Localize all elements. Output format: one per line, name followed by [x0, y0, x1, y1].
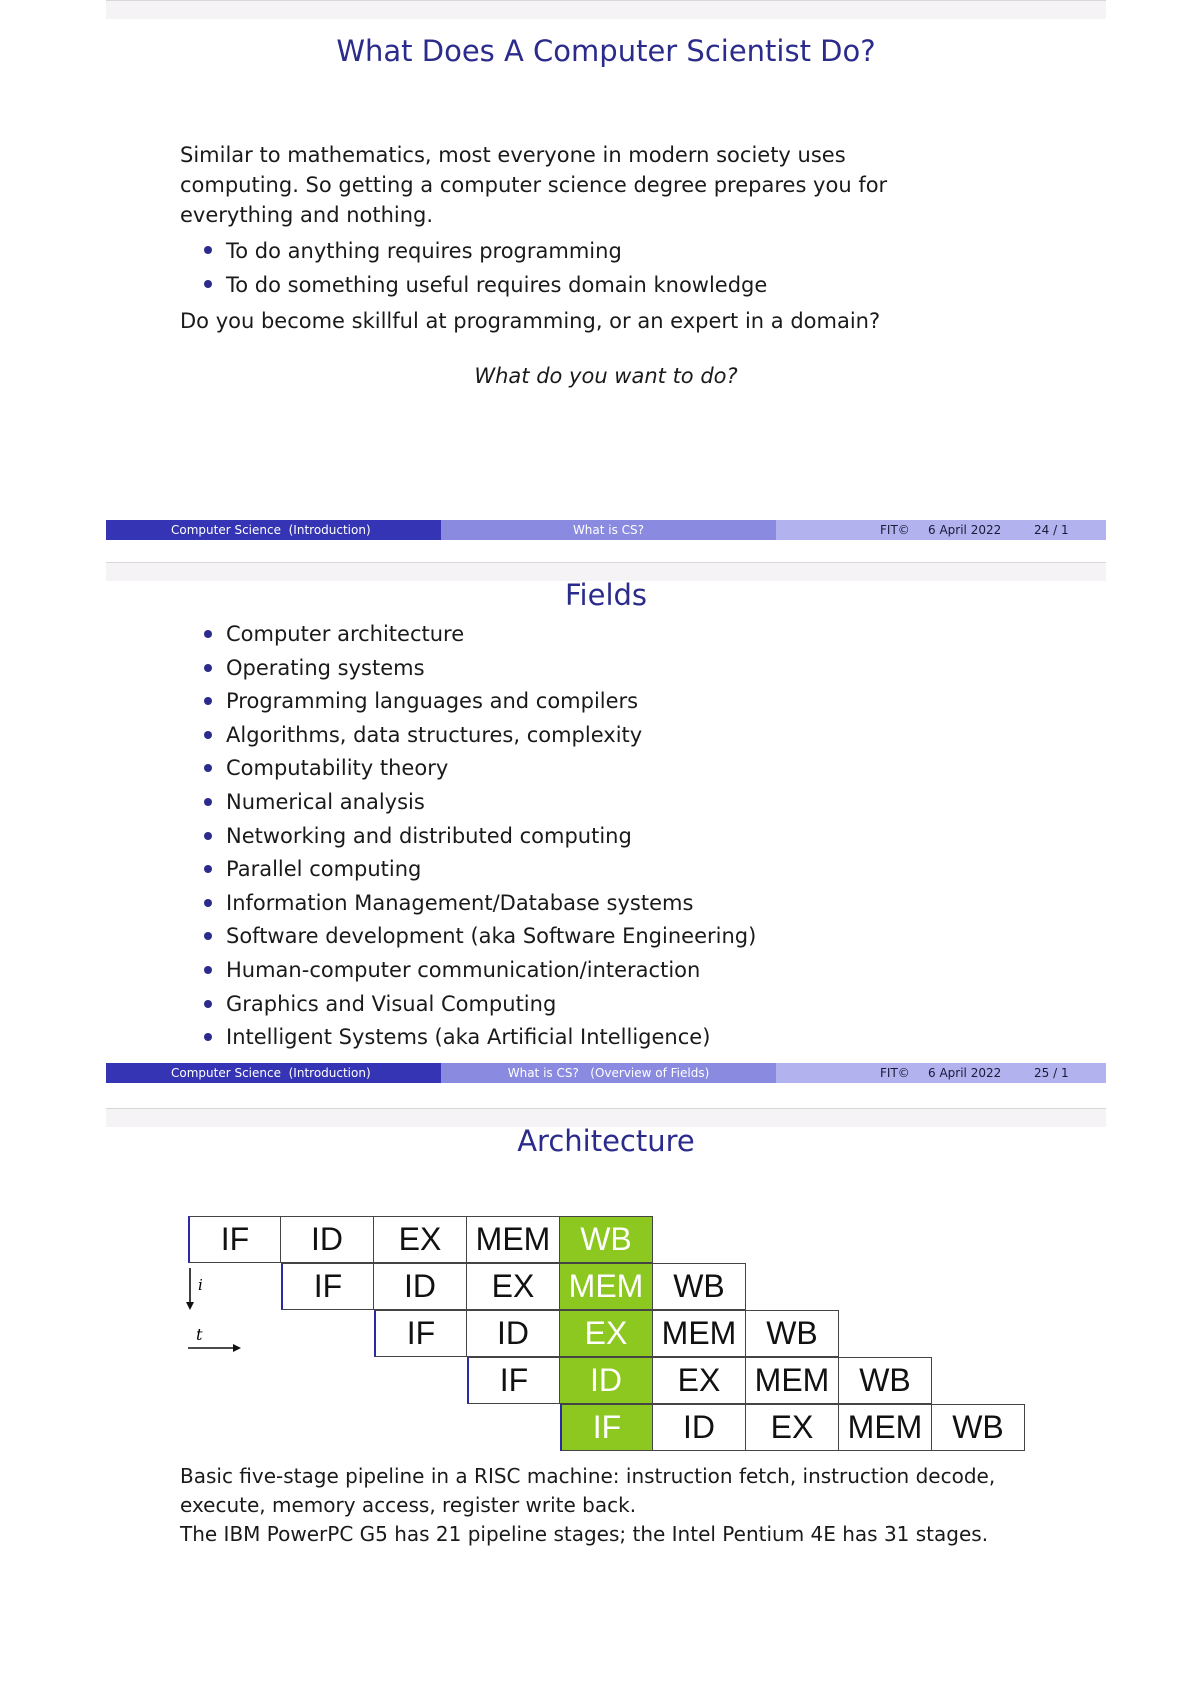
list-item: Operating systems: [202, 652, 1002, 686]
pipeline-cell: IF: [281, 1263, 374, 1310]
caption-line-1: Basic five-stage pipeline in a RISC machine: instruction fetch, instruction decode, execute, memory access, register write back.: [180, 1464, 996, 1517]
footer-date: 6 April 2022: [928, 1066, 1002, 1080]
footer-page: 24 / 1: [1034, 523, 1069, 537]
footer-date: 6 April 2022: [928, 523, 1002, 537]
axis-i-label: i: [198, 1276, 203, 1294]
footer-logo: FIT©: [880, 523, 910, 537]
slide-architecture: [106, 1108, 1106, 1697]
pipeline-cell: IF: [560, 1404, 653, 1451]
footer-info: [776, 520, 1106, 540]
pipeline-cell: MEM: [839, 1404, 932, 1451]
pipeline-cell: MEM: [653, 1310, 746, 1357]
slide-fields: [106, 562, 1106, 1108]
list-item: Computer architecture: [202, 618, 1002, 652]
footer-course: Computer Science (Introduction): [106, 1063, 441, 1083]
pipeline-cell: EX: [374, 1216, 467, 1263]
question-line: Do you become skillful at programming, or an expert in a domain?: [180, 309, 881, 333]
emphasis-question: What do you want to do?: [474, 364, 738, 388]
list-item: Graphics and Visual Computing: [202, 988, 1002, 1022]
pipeline-cell: IF: [188, 1216, 281, 1263]
list-item: Information Management/Database systems: [202, 887, 1002, 921]
slide-what-does-cs-do: [106, 0, 1106, 562]
list-item: Human-computer communication/interaction: [202, 954, 1002, 988]
caption-line-2: The IBM PowerPC G5 has 21 pipeline stages; the Intel Pentium 4E has 31 stages.: [180, 1522, 989, 1546]
pipeline-cell: ID: [374, 1263, 467, 1310]
pipeline-cell: WB: [932, 1404, 1025, 1451]
axis-i-arrowhead: [186, 1302, 194, 1310]
slide-body: [180, 140, 940, 336]
pipeline-cell: MEM: [467, 1216, 560, 1263]
pipeline-cell: WB: [653, 1263, 746, 1310]
pipeline-cell: EX: [746, 1404, 839, 1451]
list-item: Algorithms, data structures, complexity: [202, 719, 1002, 753]
pipeline-cell: WB: [839, 1357, 932, 1404]
pipeline-cell: ID: [653, 1404, 746, 1451]
pipeline-axes: [188, 1266, 268, 1376]
pipeline-cell: MEM: [560, 1263, 653, 1310]
pipeline-cell: EX: [467, 1263, 560, 1310]
slide-title: Fields: [564, 578, 648, 612]
axis-t-label: t: [196, 1325, 203, 1344]
footer-section: What is CS?: [441, 520, 776, 540]
fields-list: [202, 618, 1002, 1055]
list-item: To do anything requires programming: [202, 234, 940, 268]
pipeline-cell: EX: [653, 1357, 746, 1404]
pipeline-cell: WB: [560, 1216, 653, 1263]
list-item: Software development (aka Software Engineering): [202, 920, 1002, 954]
pipeline-cell: ID: [281, 1216, 374, 1263]
slide-title: Architecture: [517, 1124, 695, 1158]
list-item: Parallel computing: [202, 853, 1002, 887]
pipeline-cell: IF: [467, 1357, 560, 1404]
intro-paragraph: Similar to mathematics, most everyone in modern society uses computing. So getting a computer science degree prepares you for everything and nothing.: [180, 143, 888, 227]
pipeline-cell: EX: [560, 1310, 653, 1357]
pipeline-cell: WB: [746, 1310, 839, 1357]
footer-course: Computer Science (Introduction): [106, 520, 441, 540]
slide-top-rule: [106, 0, 1106, 19]
footer-logo: FIT©: [880, 1066, 910, 1080]
pipeline-cell: ID: [560, 1357, 653, 1404]
list-item: Computability theory: [202, 752, 1002, 786]
slide-footer: [106, 520, 1106, 540]
pipeline-diagram: [188, 1216, 1028, 1456]
footer-page: 25 / 1: [1034, 1066, 1069, 1080]
list-item: Numerical analysis: [202, 786, 1002, 820]
list-item: Intelligent Systems (aka Artificial Intelligence): [202, 1021, 1002, 1055]
pipeline-cell: IF: [374, 1310, 467, 1357]
list-item: Networking and distributed computing: [202, 820, 1002, 854]
caption-pipeline: [180, 1462, 1020, 1549]
axis-t-arrowhead: [233, 1344, 241, 1352]
pipeline-cell: MEM: [746, 1357, 839, 1404]
bullet-list: [202, 234, 940, 302]
list-item: Programming languages and compilers: [202, 685, 1002, 719]
footer-section: What is CS? (Overview of Fields): [441, 1063, 776, 1083]
list-item: To do something useful requires domain knowledge: [202, 268, 940, 302]
slide-title: What Does A Computer Scientist Do?: [336, 34, 876, 68]
footer-info: [776, 1063, 1106, 1083]
pipeline-cell: ID: [467, 1310, 560, 1357]
slide-footer: [106, 1063, 1106, 1083]
